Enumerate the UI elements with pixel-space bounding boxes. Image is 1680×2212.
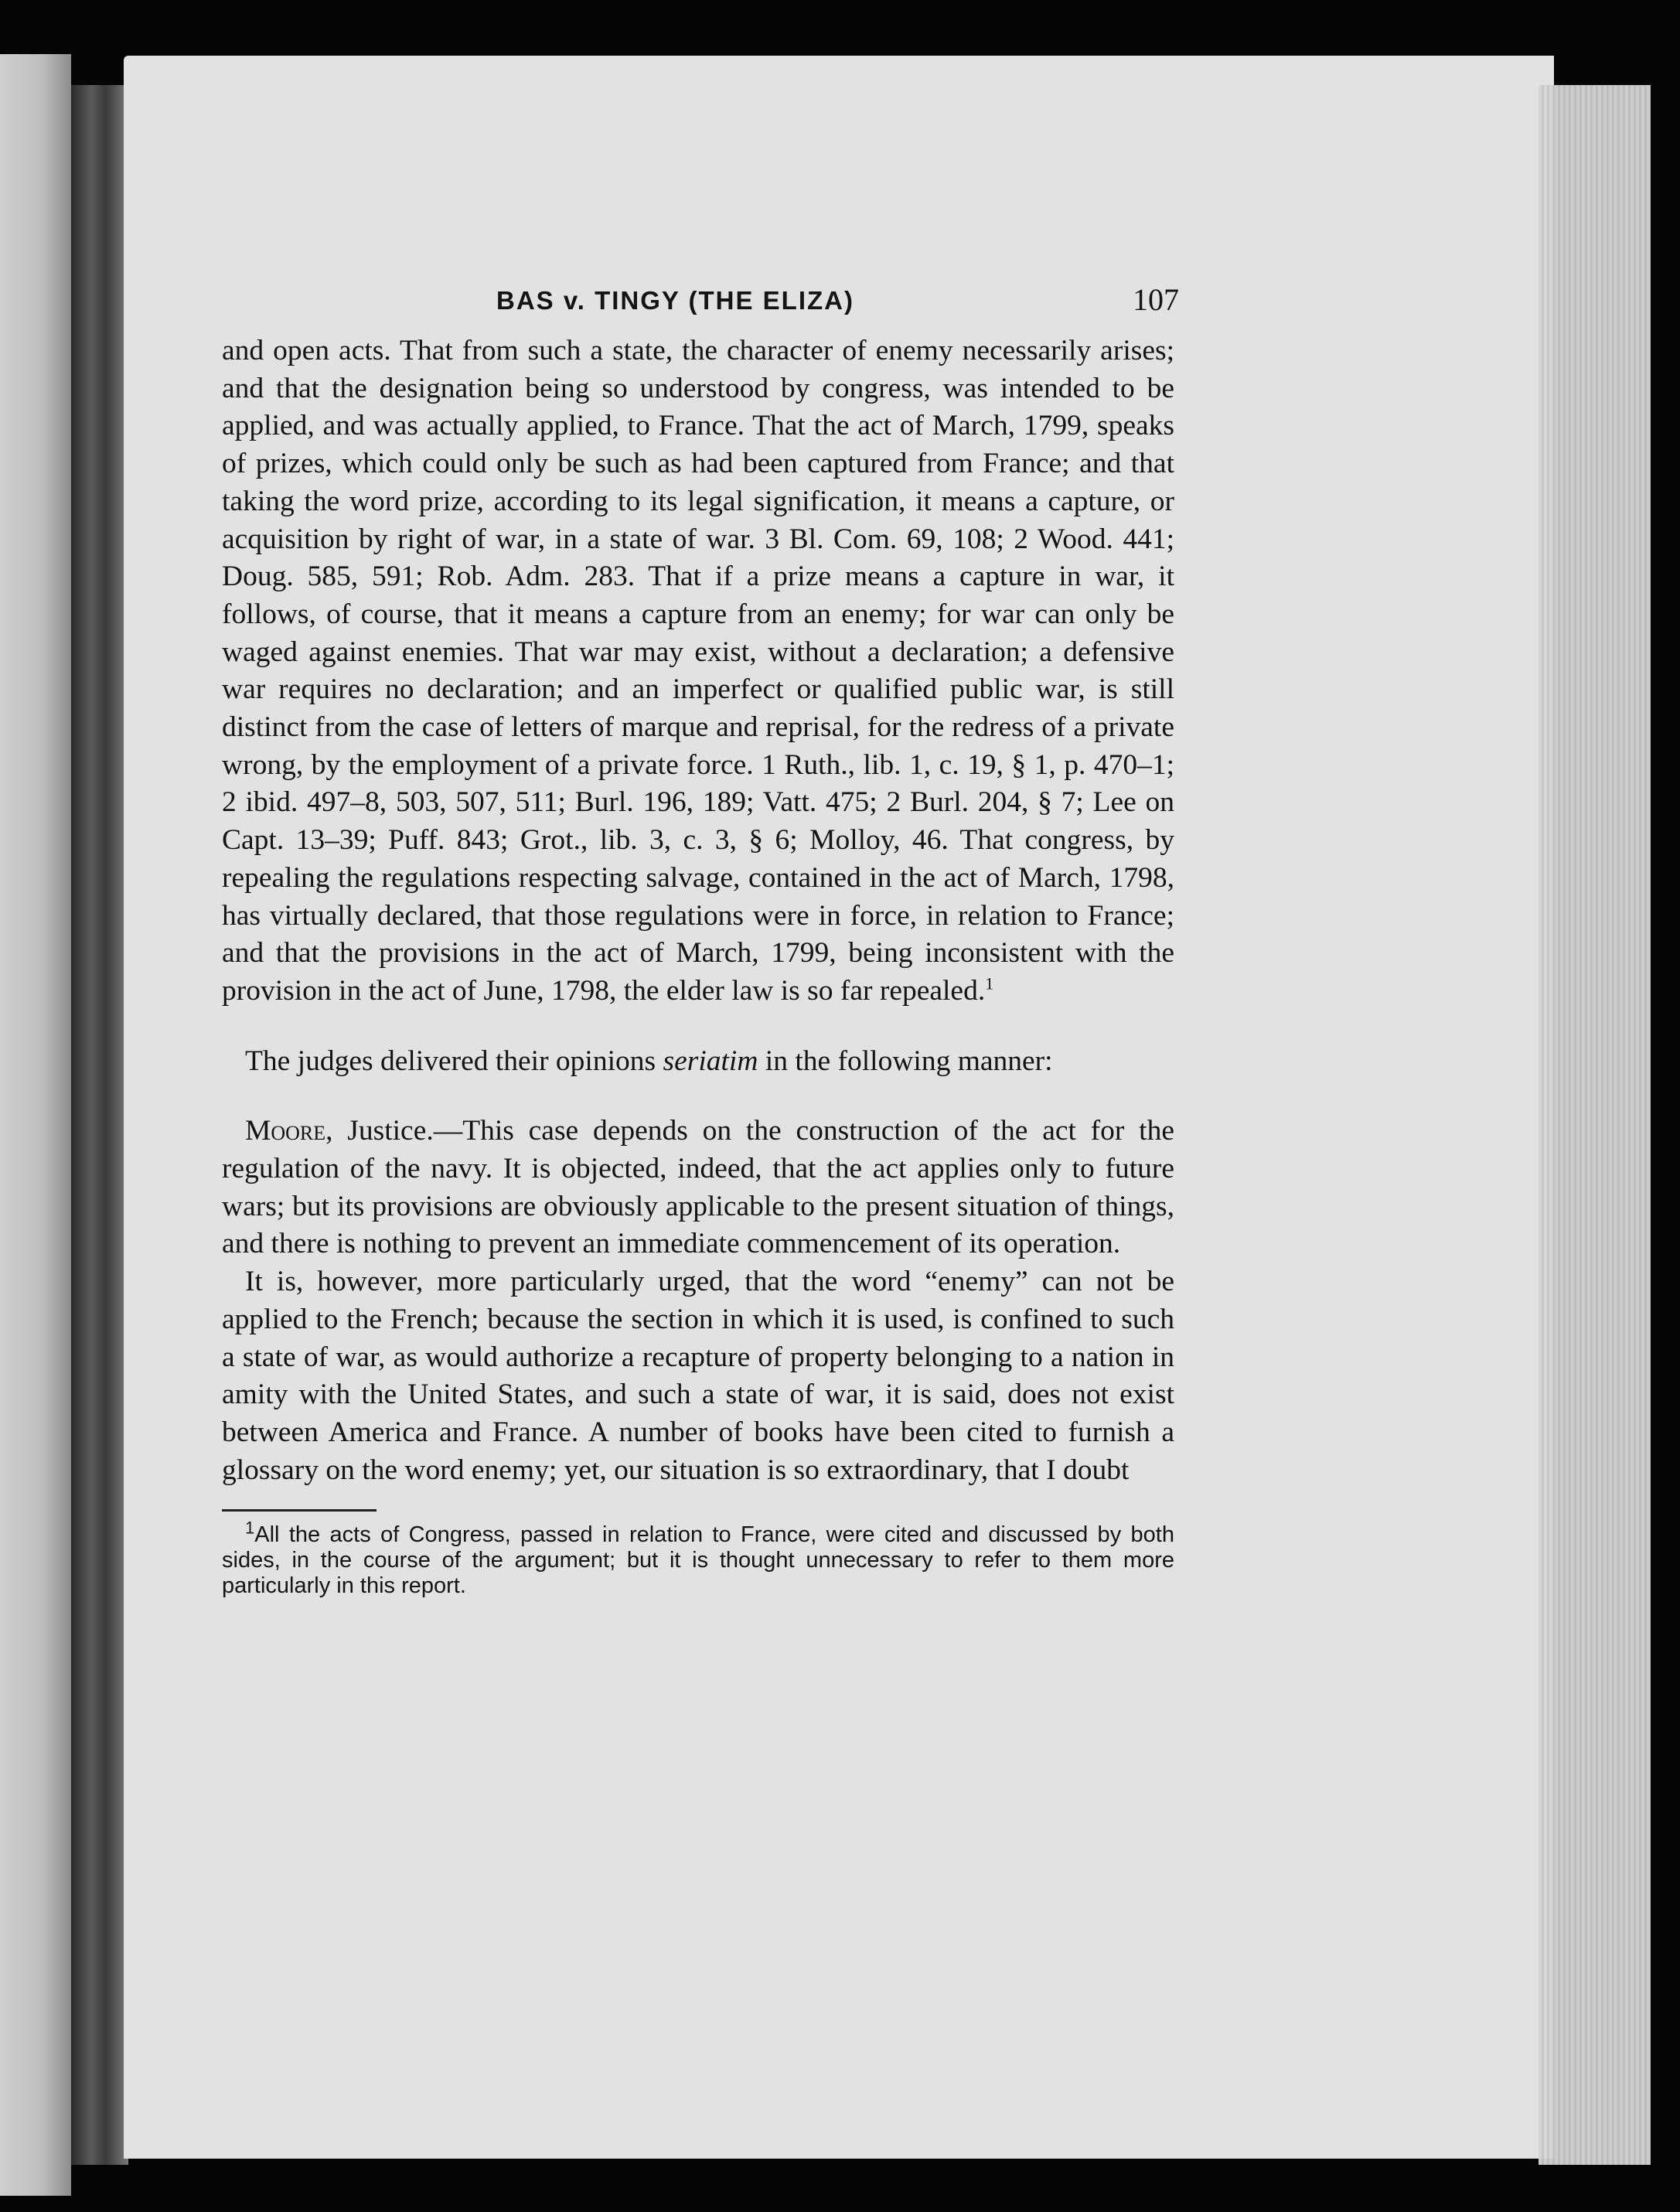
justice-name: Moore [245, 1115, 326, 1147]
footnote-divider [222, 1509, 377, 1512]
footnote-reference: 1 [985, 973, 994, 994]
footnote [222, 1518, 1174, 1599]
book-gutter [71, 85, 128, 2165]
page-number: 107 [1133, 282, 1179, 317]
page-stack-edge [1539, 85, 1651, 2165]
argument-paragraph [222, 332, 1174, 1011]
opinions-intro-after: in the following manner: [758, 1045, 1053, 1077]
seriatim-italic: seriatim [663, 1045, 758, 1077]
opinions-intro [222, 1043, 1174, 1081]
moore-opinion-paragraph-2: It is, however, more particularly urged, that the word “enemy” can not be applied to the French; because the section in which it is used, is confined to such a state of war, as would authorize a recapture of property belonging to a nation in amity with the United States, and such a state of war, it is said, does not exist between America and France. A number of books have been cited to furnish a glossary on the word enemy; yet, our situation is so extraordinary, that I doubt [222, 1266, 1174, 1486]
running-head [222, 278, 1179, 332]
moore-opinion-text: , Justice.—This case depends on the construction of the act for the regulation of the navy. It is objected, indeed, that the act applies only to future wars; but its provisions are obviously applicable to the present situation of things, and there is nothing to prevent an immediate commencement of its operation. [222, 1115, 1174, 1260]
page-text-block [222, 278, 1179, 1599]
moore-opinion-paragraph-1 [222, 1113, 1174, 1263]
footnote-text: All the acts of Congress, passed in relation to France, were cited and discussed by both sides, in the course of the argument; but it is thought unnecessary to refer to them more particularly in this report. [222, 1522, 1174, 1599]
argument-text: and open acts. That from such a state, the character of enemy necessarily arises; and that the designation being so understood by congress, was intended to be applied, and was actually applied, to France. That the act of March, 1799, speaks of prizes, which could only be such as had been captured from France; and that taking the word prize, according to its legal signification, it means a capture, or acquisition by right of war, in a state of war. 3 Bl. Com. 69, 108; 2 Wood. 441; Doug. 585, 591; Rob. Adm. 283. That if a prize means a capture in war, it follows, of course, that it means a capture from an enemy; for war can only be waged against enemies. That war may exist, without a declaration; a defensive war requires no declaration; and an imperfect or qualified public war, is still distinct from the case of letters of marque and reprisal, for the redress of a private wrong, by the employment of a private force. 1 Ruth., lib. 1, c. 19, § 1, p. 470–1; 2 ibid. 497–8, 503, 507, 511; Burl. 196, 189; Vatt. 475; 2 Burl. 204, § 7; Lee on Capt. 13–39; Puff. 843; Grot., lib. 3, c. 3, § 6; Molloy, 46. That congress, by repealing the regulations respecting salvage, contained in the act of March, 1798, has virtually declared, that those regulations were in force, in relation to France; and that the provisions in the act of March, 1799, being inconsistent with the provision in the act of June, 1798, the elder law is so far repealed. [222, 335, 1174, 1007]
running-title: BAS v. TINGY (THE ELIZA) [496, 286, 854, 315]
opinions-intro-before: The judges delivered their opinions [245, 1045, 663, 1077]
facing-page-edge [0, 54, 71, 2196]
footnote-marker: 1 [245, 1518, 255, 1538]
